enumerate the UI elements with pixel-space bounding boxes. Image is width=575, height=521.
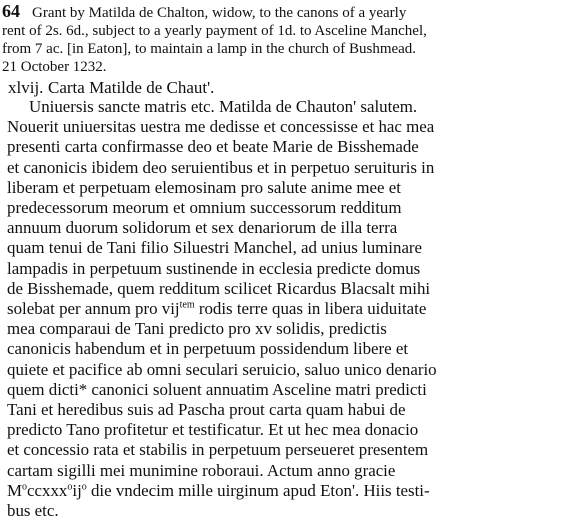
charter-line: bus etc. (7, 501, 59, 521)
charter-line: quem dicti* canonici soluent annuatim Asceline matri predicti (7, 379, 427, 399)
summary-line: 21 October 1232. (2, 59, 107, 75)
charter-text-segment: die vndecim mille uirginum apud Eton'. Hiis testi- (86, 480, 430, 500)
charter-text-segment: rodis terre quas in libera uiduitate (194, 299, 427, 319)
charter-line (7, 481, 568, 501)
charter-text-segment: cc (27, 480, 43, 500)
summary-line (2, 2, 568, 22)
entry-number: 64 (2, 1, 20, 21)
summary-line: from 7 ac. [in Eaton], to maintain a lamp in the church of Bushmead. (2, 41, 417, 57)
charter-line: canonicis habendum et in perpetuum possidendum libere et (7, 339, 409, 359)
charter-line: quiete et pacifice ab omni seculari seruicio, saluo unico denario (7, 359, 437, 379)
charter-line: Tani et heredibus suis ad Pascha prout carta quam habui de (7, 400, 406, 420)
superscript: o (22, 481, 28, 493)
charter-text-segment: xxx (42, 480, 68, 500)
charter-line: predecessorum meorum et omnium successorum redditum (7, 198, 402, 218)
superscript: tem (179, 299, 195, 311)
charter-text-segment: M (7, 480, 23, 500)
charter-line: Nouerit uniuersitas uestra me dedisse et concessisse et hac mea (7, 117, 435, 137)
charter-line: lampadis in perpetuum sustinende in ecclesia predicte domus (7, 258, 421, 278)
charter-line: quam tenui de Tani filio Siluestri Manchel, ad unius luminare (7, 238, 423, 258)
charter-heading (8, 78, 214, 98)
charter-line: mea comparaui de Tani predicto pro xv solidis, predictis (7, 319, 387, 339)
superscript: o (67, 481, 73, 493)
charter-title: Carta Matilde de Chaut'. (48, 78, 215, 97)
charter-text-segment: ij (72, 480, 82, 500)
summary-text: Grant by Matilda de Chalton, widow, to the canons of a yearly (32, 5, 407, 21)
summary-line: rent of 2s. 6d., subject to a yearly payment of 1d. to Asceline Manchel, (2, 23, 427, 39)
charter-line: annuum duorum solidorum et sex denariorum de illa terra (7, 218, 398, 238)
charter-line: et concessio rata et stabilis in perpetuum perseueret presentem (7, 440, 429, 460)
charter-line: cartam sigilli mei munimine roboraui. Actum anno gracie (7, 460, 396, 480)
charter-text (7, 97, 568, 521)
charter-line: de Bisshemade, quem redditum scilicet Ricardus Blacsalt mihi (7, 278, 431, 298)
charter-text-segment: solebat per annum pro vij (7, 299, 180, 319)
charter-line: predicto Tano profitetur et testificatur. Et ut hec mea donacio (7, 420, 419, 440)
charter-line: presenti carta confirmasse deo et beate Marie de Bisshemade (7, 137, 419, 157)
superscript: o (81, 481, 87, 493)
charter-line (7, 299, 568, 319)
charter-line: et canonicis ibidem deo seruientibus et in perpetuo seruituris in (7, 157, 435, 177)
entry-summary (2, 2, 568, 76)
charter-folio-number: xlvij. (8, 78, 44, 97)
charter-line: liberam et perpetuam elemosinam pro salute anime mee et (7, 177, 401, 197)
charter-line: Uniuersis sancte matris etc. Matilda de Chauton' salutem. (29, 97, 418, 116)
